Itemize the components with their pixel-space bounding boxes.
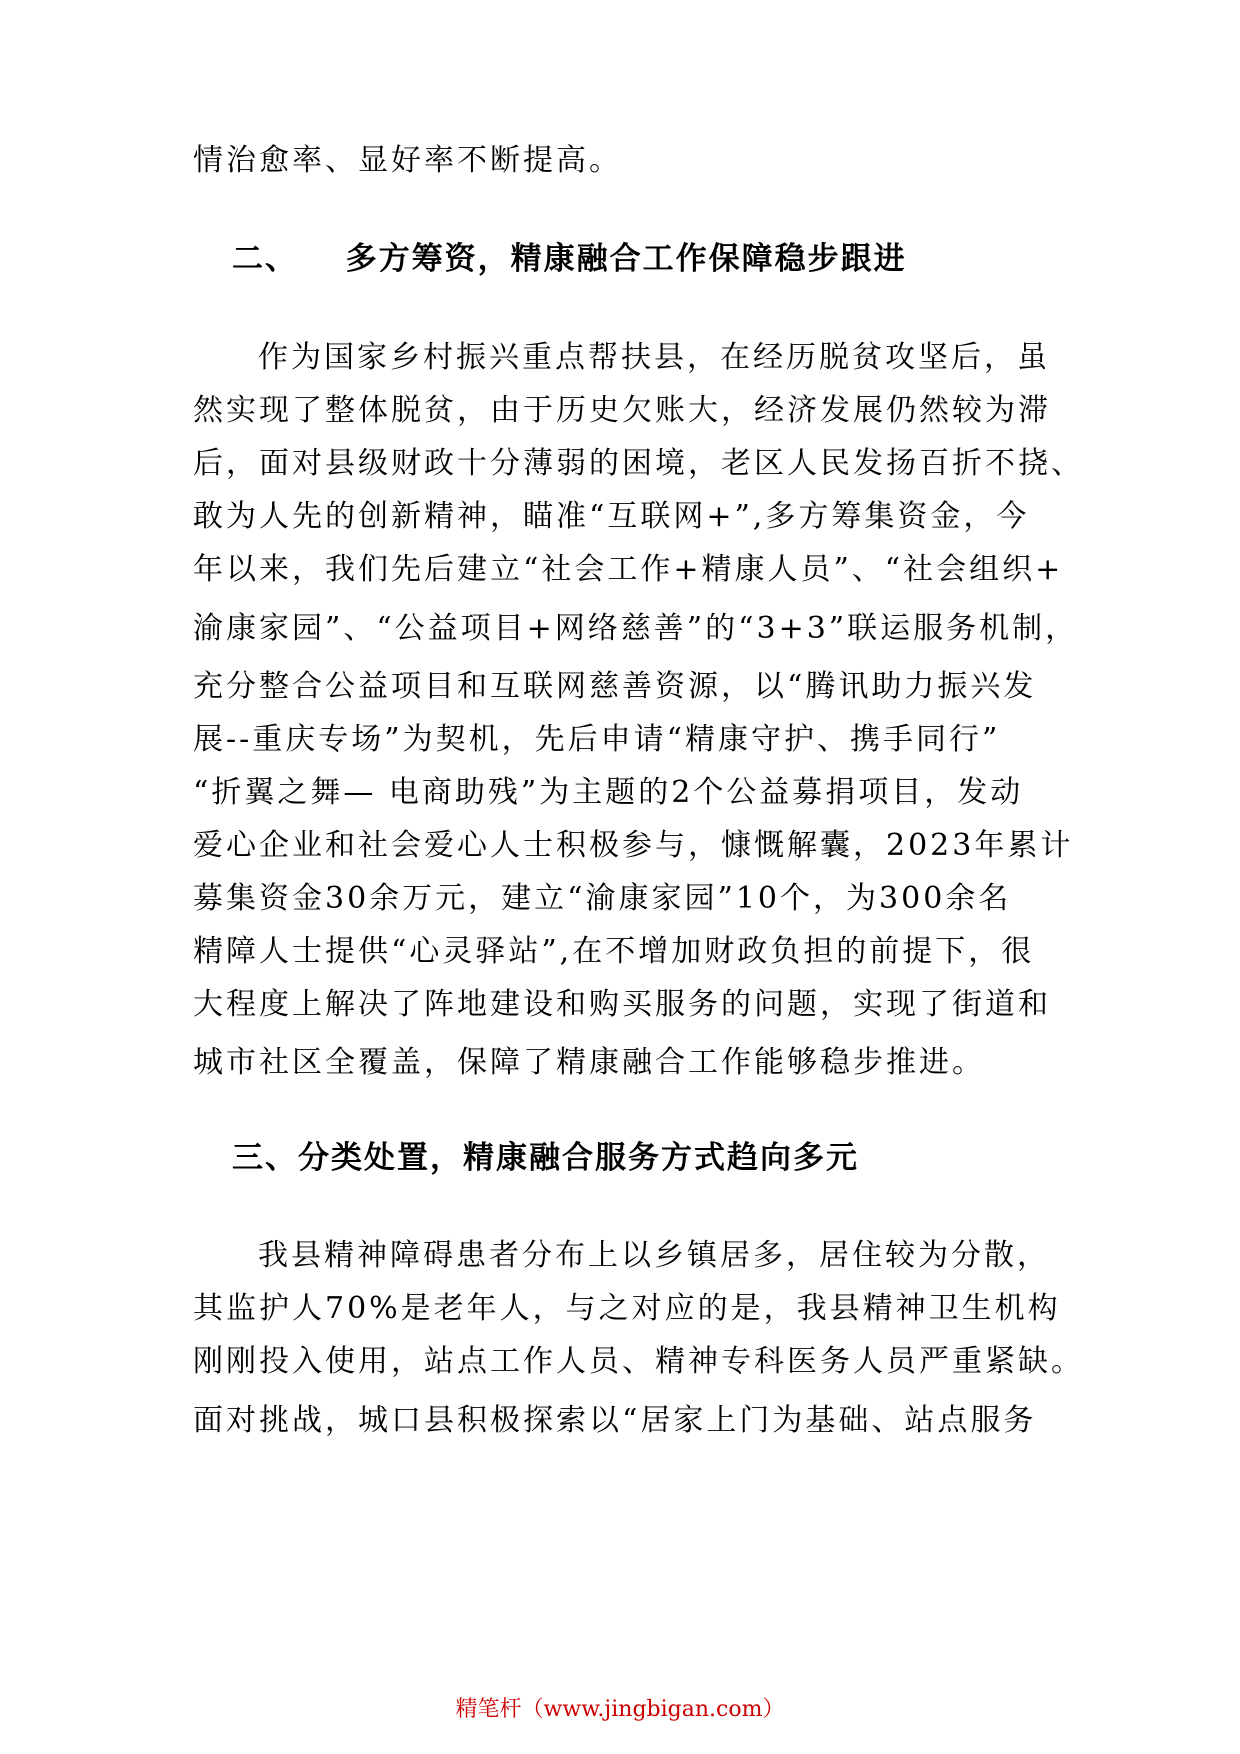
section-heading-text: 多方筹资，精康融合工作保障稳步跟进 xyxy=(345,241,907,277)
paragraph-line: 募集资金30余万元，建立“渝康家园”10个，为300余名 xyxy=(193,881,1012,916)
paragraph-line: “折翼之舞— 电商助残”为主题的2个公益募捐项目，发动 xyxy=(193,775,1024,810)
paragraph-line: 我县精神障碍患者分布上以乡镇居多，居住较为分散， xyxy=(258,1238,1050,1273)
paragraph-line: 大程度上解决了阵地建设和购买服务的问题，实现了街道和 xyxy=(193,987,1051,1022)
paragraph-line: 然实现了整体脱贫，由于历史欠账大，经济发展仍然较为滞 xyxy=(193,393,1051,428)
paragraph-line: 展--重庆专场”为契机，先后申请“精康守护、携手同行” xyxy=(193,722,1001,757)
paragraph-line: 其监护人70%是老年人，与之对应的是，我县精神卫生机构 xyxy=(193,1291,1061,1326)
paragraph-line: 刚刚投入使用，站点工作人员、精神专科医务人员严重紧缺。 xyxy=(193,1344,1084,1379)
paragraph-line: 充分整合公益项目和互联网慈善资源，以“腾讯助力振兴发 xyxy=(193,669,1037,704)
paragraph-line: 年以来，我们先后建立“社会工作+精康人员”、“社会组织+ xyxy=(193,552,1064,587)
section-heading-3: 三、分类处置，精康融合服务方式趋向多元 xyxy=(232,1140,859,1176)
section-heading-2 xyxy=(232,239,907,279)
paragraph-line: 渝康家园”、“公益项目+网络慈善”的“3+3”联运服务机制， xyxy=(193,611,1079,646)
paragraph-line: 情治愈率、显好率不断提高。 xyxy=(193,143,622,178)
paragraph-line: 爱心企业和社会爱心人士积极参与，慷慨解囊，2023年累计 xyxy=(193,828,1074,863)
paragraph-line: 敢为人先的创新精神，瞄准“互联网+”,多方筹集资金，今 xyxy=(193,499,1030,534)
paragraph-line: 城市社区全覆盖，保障了精康融合工作能够稳步推进。 xyxy=(193,1045,985,1080)
paragraph-line: 作为国家乡村振兴重点帮扶县，在经历脱贫攻坚后，虽 xyxy=(258,340,1050,375)
paragraph-line: 面对挑战，城口县积极探索以“居家上门为基础、站点服务 xyxy=(193,1403,1037,1438)
section-heading-number: 二、 xyxy=(232,241,298,277)
footer-watermark: 精笔杆（www.jingbigan.com） xyxy=(455,1697,785,1722)
paragraph-line: 后，面对县级财政十分薄弱的困境，老区人民发扬百折不挠、 xyxy=(193,446,1084,481)
paragraph-line: 精障人士提供“心灵驿站”,在不增加财政负担的前提下，很 xyxy=(193,934,1035,969)
